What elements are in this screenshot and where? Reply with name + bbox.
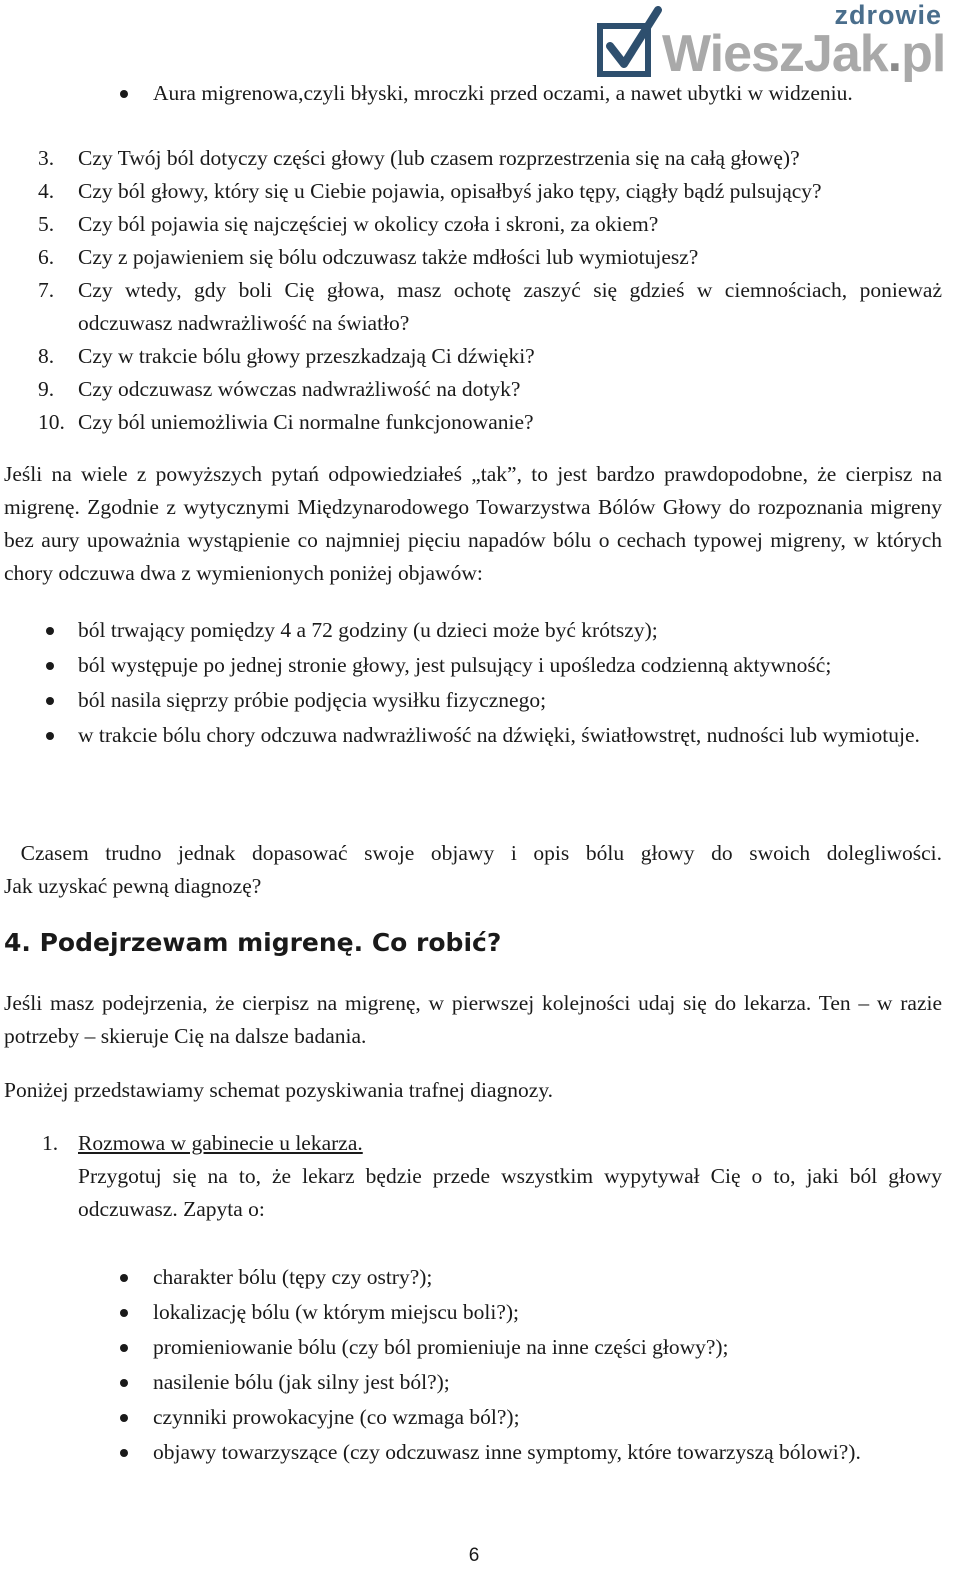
question-text: Czy ból głowy, który się u Ciebie pojawia, opisałbyś jako tępy, ciągły bądź pulsujący? — [78, 179, 822, 203]
site-logo[interactable] — [596, 0, 952, 83]
question-text: Czy wtedy, gdy boli Cię głowa, masz ochotę zaszyć się gdzieś w ciemnościach, ponieważ odczuwasz nadwrażliwość na światło? — [78, 278, 942, 335]
list-item — [4, 241, 942, 274]
paragraph-scheme-intro: Poniżej przedstawiamy schemat pozyskiwania trafnej diagnozy. — [4, 1078, 554, 1102]
list-number: 8. — [38, 344, 55, 368]
logo-wordmark — [662, 25, 946, 83]
list-number: 7. — [38, 278, 55, 302]
list-item: charakter bólu (tępy czy ostry?); — [4, 1261, 942, 1294]
step-text: Przygotuj się na to, że lekarz będzie przede wszystkim wypytywał Cię o to, jaki ból głowy odczuwasz. Zapyta o: — [78, 1164, 942, 1221]
list-item: lokalizację bólu (w którym miejscu boli?); — [4, 1296, 942, 1329]
list-number: 9. — [38, 377, 55, 401]
list-item: Aura migrenowa,czyli błyski, mroczki przed oczami, a nawet ubytki w widzeniu. — [4, 77, 942, 110]
intro-bullet-list — [4, 77, 942, 110]
logo-name: WieszJak — [662, 25, 888, 83]
question-list — [4, 142, 942, 439]
list-item — [4, 274, 942, 340]
list-item — [4, 373, 942, 406]
list-number: 6. — [38, 245, 55, 269]
question-text: Czy w trakcie bólu głowy przeszkadzają Ci dźwięki? — [78, 344, 535, 368]
list-item — [4, 142, 942, 175]
list-item: ból trwający pomiędzy 4 a 72 godziny (u dzieci może być krótszy); — [4, 614, 942, 647]
list-item: promieniowanie bólu (czy ból promieniuje na inne części głowy?); — [4, 1331, 942, 1364]
list-number: 5. — [38, 212, 55, 236]
step-title: Rozmowa w gabinecie u lekarza. — [78, 1131, 363, 1155]
list-item — [4, 406, 942, 439]
page-number: 6 — [468, 1545, 480, 1566]
list-item — [4, 1127, 942, 1226]
logo-dot: . — [887, 25, 902, 83]
paragraph-diagnosis-question — [4, 837, 942, 903]
list-number: 4. — [38, 179, 55, 203]
paragraph-diagnosis-criteria: Jeśli na wiele z powyższych pytań odpowiedziałeś „tak”, to jest bardzo prawdopodobne, że cierpisz na migrenę. Zgodnie z wytycznymi Międzynarodowego Towarzystwa Bólów Głowy do rozpoznania migreny bez aury upoważnia wystąpienie co najmniej pięciu napadów bólu o cechach typowej migreny, w których chory odczuwa dwa z wymienionych poniżej objawów: — [4, 462, 942, 585]
list-item: nasilenie bólu (jak silny jest ból?); — [4, 1366, 942, 1399]
question-text: Czy Twój ból dotyczy części głowy (lub czasem rozprzestrzenia się na całą głowę)? — [78, 146, 800, 170]
list-item: w trakcie bólu chory odczuwa nadwrażliwość na dźwięki, światłowstręt, nudności lub wymiotuje. — [4, 719, 942, 752]
paragraph-see-doctor: Jeśli masz podejrzenia, że cierpisz na migrenę, w pierwszej kolejności udaj się do lekarza. Ten – w razie potrzeby – skieruje Cię na dalsze badania. — [4, 991, 942, 1048]
list-item — [4, 175, 942, 208]
list-item: objawy towarzyszące (czy odczuwasz inne symptomy, które towarzyszą bólowi?). — [4, 1436, 942, 1469]
list-item: czynniki prowokacyjne (co wzmaga ból?); — [4, 1401, 942, 1434]
section-heading: 4. Podejrzewam migrenę. Co robić? — [4, 928, 502, 957]
question-text: Czy odczuwasz wówczas nadwrażliwość na dotyk? — [78, 377, 521, 401]
list-item: ból nasila sięprzy próbie podjęcia wysiłku fizycznego; — [4, 684, 942, 717]
paragraph-line: Czasem trudno jednak dopasować swoje objawy i opis bólu głowy do swoich dolegliwości. — [4, 841, 943, 865]
question-text: Czy ból pojawia się najczęściej w okolicy czoła i skroni, za okiem? — [78, 212, 659, 236]
logo-tld: pl — [901, 25, 946, 83]
paragraph-line: Jak uzyskać pewną diagnozę? — [4, 874, 262, 898]
diagnosis-steps-list — [4, 1127, 942, 1226]
checkbox-check-icon — [596, 6, 668, 78]
list-number: 3. — [38, 146, 55, 170]
criteria-bullet-list — [4, 614, 942, 752]
list-item — [4, 340, 942, 373]
ask-about-bullet-list — [4, 1261, 942, 1469]
logo-tagline: zdrowie — [834, 0, 942, 30]
list-item — [4, 208, 942, 241]
list-item: ból występuje po jednej stronie głowy, jest pulsujący i upośledza codzienną aktywność; — [4, 649, 942, 682]
list-number: 10. — [38, 410, 65, 434]
question-text: Czy z pojawieniem się bólu odczuwasz także mdłości lub wymiotujesz? — [78, 245, 699, 269]
question-text: Czy ból uniemożliwia Ci normalne funkcjonowanie? — [78, 410, 534, 434]
list-number: 1. — [42, 1131, 59, 1155]
